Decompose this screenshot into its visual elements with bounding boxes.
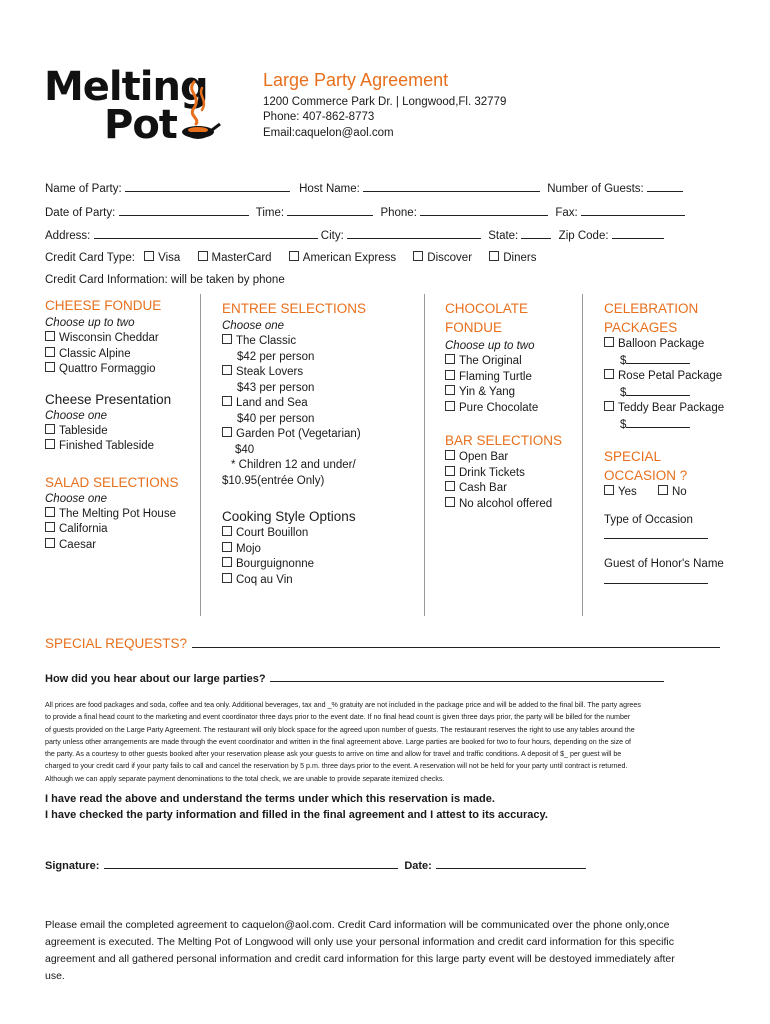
salad-option[interactable]: Caesar [45,538,195,554]
guest-of-honor-label: Guest of Honor's Name [604,558,724,570]
attestation-1: I have read the above and understand the terms under which this reservation is made. [45,793,495,805]
terms-line: of guests provided on the Large Party Agreement. The restaurant will only block space for the agreed upon number of guests. The restaurant reserves the right to use any tables around the [45,725,635,734]
special-occasion-heading: OCCASION ? [604,468,688,483]
checkbox-icon [604,401,614,411]
package-price[interactable]: $ [604,353,754,370]
presentation-option[interactable]: Tableside [45,424,195,440]
date-field[interactable] [436,858,586,869]
checkbox-icon [222,557,232,567]
entree-price: $42 per person [237,350,315,363]
address-field[interactable] [94,228,318,239]
column-divider [582,294,583,616]
hear-about-field[interactable] [270,671,664,682]
signature-row [45,856,586,874]
address-label: Address: [45,230,91,242]
closing-paragraph [45,917,735,985]
checkbox-icon [604,369,614,379]
form-row-3 [45,228,664,242]
chocolate-fondue-heading: CHOCOLATE [445,301,529,316]
entree-option[interactable]: The Classic [222,334,417,350]
entree-option[interactable]: Land and Sea [222,396,417,412]
terms-line: charged to your credit card if your party fails to call and cancel the reservation by 5 p.m. three days prior to the event. A reservation will not be held for your party until contract is returned. [45,762,628,771]
cc-option-diners[interactable]: Diners [489,252,536,264]
special-occasion-heading: SPECIAL [604,449,662,464]
cheese-option[interactable]: Quattro Formaggio [45,362,195,378]
occasion-yes-no [604,485,754,501]
cc-option-amex[interactable]: American Express [289,252,396,264]
cheese-option[interactable]: Wisconsin Cheddar [45,331,195,347]
terms-line: All prices are food packages and soda, coffee and tea only. Additional beverages, tax and _% gratuity are not included in the package price and will be added to the final bill. The party agrees [45,701,641,709]
guest-count-label: Number of Guests: [547,183,644,195]
column-celebration [604,299,754,584]
checkbox-icon [45,362,55,372]
salad-instruction: Choose one [45,492,108,505]
entree-price: $40 per person [237,412,315,425]
city-field[interactable] [347,228,481,239]
bar-option[interactable]: No alcohol offered [445,497,577,513]
fondue-pot-icon [172,78,222,148]
occasion-type-field[interactable] [604,528,708,539]
children-note: $10.95(entrée Only) [222,474,325,487]
special-requests-row [45,635,720,653]
bar-option[interactable]: Drink Tickets [445,466,577,482]
column-chocolate-bar [445,299,577,512]
checkbox-icon [222,526,232,536]
signature-field[interactable] [104,858,398,869]
form-row-2 [45,205,685,219]
checkbox-icon [222,365,232,375]
cheese-fondue-heading: CHEESE FONDUE [45,298,162,313]
checkbox-icon [45,424,55,434]
city-label: City: [320,230,344,242]
checkbox-icon [445,466,455,476]
checkbox-icon [289,251,299,261]
cooking-option[interactable]: Coq au Vin [222,573,417,589]
chocolate-option[interactable]: The Original [445,354,577,370]
cheese-presentation-instruction: Choose one [45,409,108,422]
terms-line: to provide a final head count to the marketing and event coordinator three days prior to the event date. If no final head count is given three days prior, the party will be billed for the number [45,713,631,722]
party-name-label: Name of Party: [45,183,122,195]
page-title: Large Party Agreement [263,70,449,90]
checkbox-icon [658,485,668,495]
cheese-option[interactable]: Classic Alpine [45,347,195,363]
chocolate-option[interactable]: Flaming Turtle [445,370,577,386]
logo [44,66,234,150]
bar-option[interactable]: Cash Bar [445,481,577,497]
salad-option[interactable]: California [45,522,195,538]
entree-price: $40 [235,443,255,456]
occasion-yes-option[interactable]: Yes [604,486,637,498]
header-phone: Phone: 407-862-8773 [263,111,375,123]
closing-line: agreement is executed. The Melting Pot of Longwood will only use your personal information and credit card information for this specific [45,936,674,948]
entree-instruction: Choose one [222,320,285,332]
signature-label: Signature: [45,860,100,872]
party-date-label: Date of Party: [45,207,116,219]
cc-option-visa[interactable]: Visa [144,252,180,264]
column-entree [222,299,417,588]
cc-type-label: Credit Card Type: [45,252,135,264]
closing-line: use. [45,970,65,982]
form-row-1 [45,181,683,195]
bar-selections-heading: BAR SELECTIONS [445,433,563,448]
celebration-packages-heading: PACKAGES [604,320,678,335]
phone-field[interactable] [420,205,548,216]
package-price[interactable]: $ [604,385,754,402]
checkbox-icon [445,401,455,411]
entree-price: $43 per person [237,381,315,394]
chocolate-option[interactable]: Pure Chocolate [445,401,577,417]
terms-line: the party. As a courtesy to other guests booked after your reservation please ask your guests to arrive on time and allow for travel and traffic conditions. A deposit of $_ per guest will be [45,750,622,759]
checkbox-icon [45,522,55,532]
guest-count-field[interactable] [647,181,683,192]
presentation-option[interactable]: Finished Tableside [45,439,195,455]
checkbox-icon [45,331,55,341]
checkbox-icon [45,347,55,357]
package-option[interactable]: Balloon Package [604,337,754,353]
cheese-fondue-instruction: Choose up to two [45,317,135,329]
closing-line: Please email the completed agreement to caquelon@aol.com. Credit Card information will be communicated over the phone only,once [45,919,670,931]
cooking-style-heading: Cooking Style Options [222,509,356,524]
chocolate-option[interactable]: Yin & Yang [445,385,577,401]
chocolate-instruction: Choose up to two [445,340,535,352]
children-note: * Children 12 and under/ [231,459,356,471]
guest-of-honor-field[interactable] [604,573,708,584]
fax-label: Fax: [555,207,578,219]
party-name-field[interactable] [125,181,290,192]
cooking-option[interactable]: Mojo [222,542,417,558]
terms-line: party unless other arrangements are made through the event coordinator and written in the final agreement above. Large parties are booked for two to four hours, depending on the size of [45,737,631,746]
state-label: State: [488,230,519,242]
checkbox-icon [222,542,232,552]
checkbox-icon [445,370,455,380]
package-option[interactable]: Teddy Bear Package [604,401,754,417]
occasion-type-label: Type of Occasion [604,513,693,526]
terms-line: Although we can apply separate payment denominations to the total check, we are unable to provide separate itemized checks. [45,774,445,783]
closing-line: agreement and all gathered personal information and credit card information for this large party event will be destoyed immediately after [45,953,675,965]
checkbox-icon [445,481,455,491]
checkbox-icon [45,507,55,517]
package-option[interactable]: Rose Petal Package [604,369,754,385]
entree-option[interactable]: Steak Lovers [222,365,417,381]
logo-line-1: Melting [44,64,208,110]
cc-option-discover[interactable]: Discover [413,252,472,264]
attestation-2: I have checked the party information and filled in the final agreement and I attest to its accuracy. [45,809,548,821]
checkbox-icon [445,497,455,507]
checkbox-icon [445,450,455,460]
checkbox-icon [604,485,614,495]
zip-label: Zip Code: [558,230,609,242]
hear-about-label: How did you hear about our large parties? [45,673,266,685]
time-field[interactable] [287,205,373,216]
host-name-label: Host Name: [299,183,360,195]
checkbox-icon [222,573,232,583]
cc-option-mastercard[interactable]: MasterCard [198,252,272,264]
cc-info: Credit Card Information: will be taken by phone [45,274,285,286]
cc-type-row [45,251,536,264]
package-price[interactable]: $ [604,417,754,434]
fax-field[interactable] [581,205,685,216]
cooking-option[interactable]: Bourguignonne [222,557,417,573]
special-requests-field[interactable] [192,637,720,648]
checkbox-icon [198,251,208,261]
phone-label: Phone: [380,207,417,219]
entree-option[interactable]: Garden Pot (Vegetarian) [222,427,417,443]
entree-selections-heading: ENTREE SELECTIONS [222,301,367,316]
column-cheese-salad [45,296,195,553]
header-address: 1200 Commerce Park Dr. | Longwood,Fl. 32779 [263,96,507,108]
salad-selections-heading: SALAD SELECTIONS [45,474,179,490]
celebration-packages-heading: CELEBRATION [604,301,699,316]
column-divider [200,294,201,616]
salad-option[interactable]: The Melting Pot House [45,507,195,523]
zip-field[interactable] [612,228,664,239]
checkbox-icon [604,337,614,347]
checkbox-icon [489,251,499,261]
occasion-no-option[interactable]: No [658,486,687,498]
cheese-presentation-heading: Cheese Presentation [45,391,172,407]
checkbox-icon [222,334,232,344]
party-date-field[interactable] [119,205,249,216]
header-email: Email:caquelon@aol.com [263,127,394,139]
checkbox-icon [222,427,232,437]
checkbox-icon [445,354,455,364]
logo-line-2: Pot [104,102,177,148]
cooking-option[interactable]: Court Bouillon [222,526,417,542]
state-field[interactable] [521,228,551,239]
terms-fine-print [45,699,735,785]
host-name-field[interactable] [363,181,540,192]
bar-option[interactable]: Open Bar [445,450,577,466]
checkbox-icon [144,251,154,261]
hear-about-row [45,669,664,687]
time-label: Time: [255,207,285,219]
checkbox-icon [413,251,423,261]
chocolate-fondue-heading: FONDUE [445,320,502,335]
checkbox-icon [445,385,455,395]
checkbox-icon [222,396,232,406]
date-label: Date: [404,860,432,872]
checkbox-icon [45,538,55,548]
special-requests-label: SPECIAL REQUESTS? [45,636,188,651]
column-divider [424,294,425,616]
checkbox-icon [45,439,55,449]
